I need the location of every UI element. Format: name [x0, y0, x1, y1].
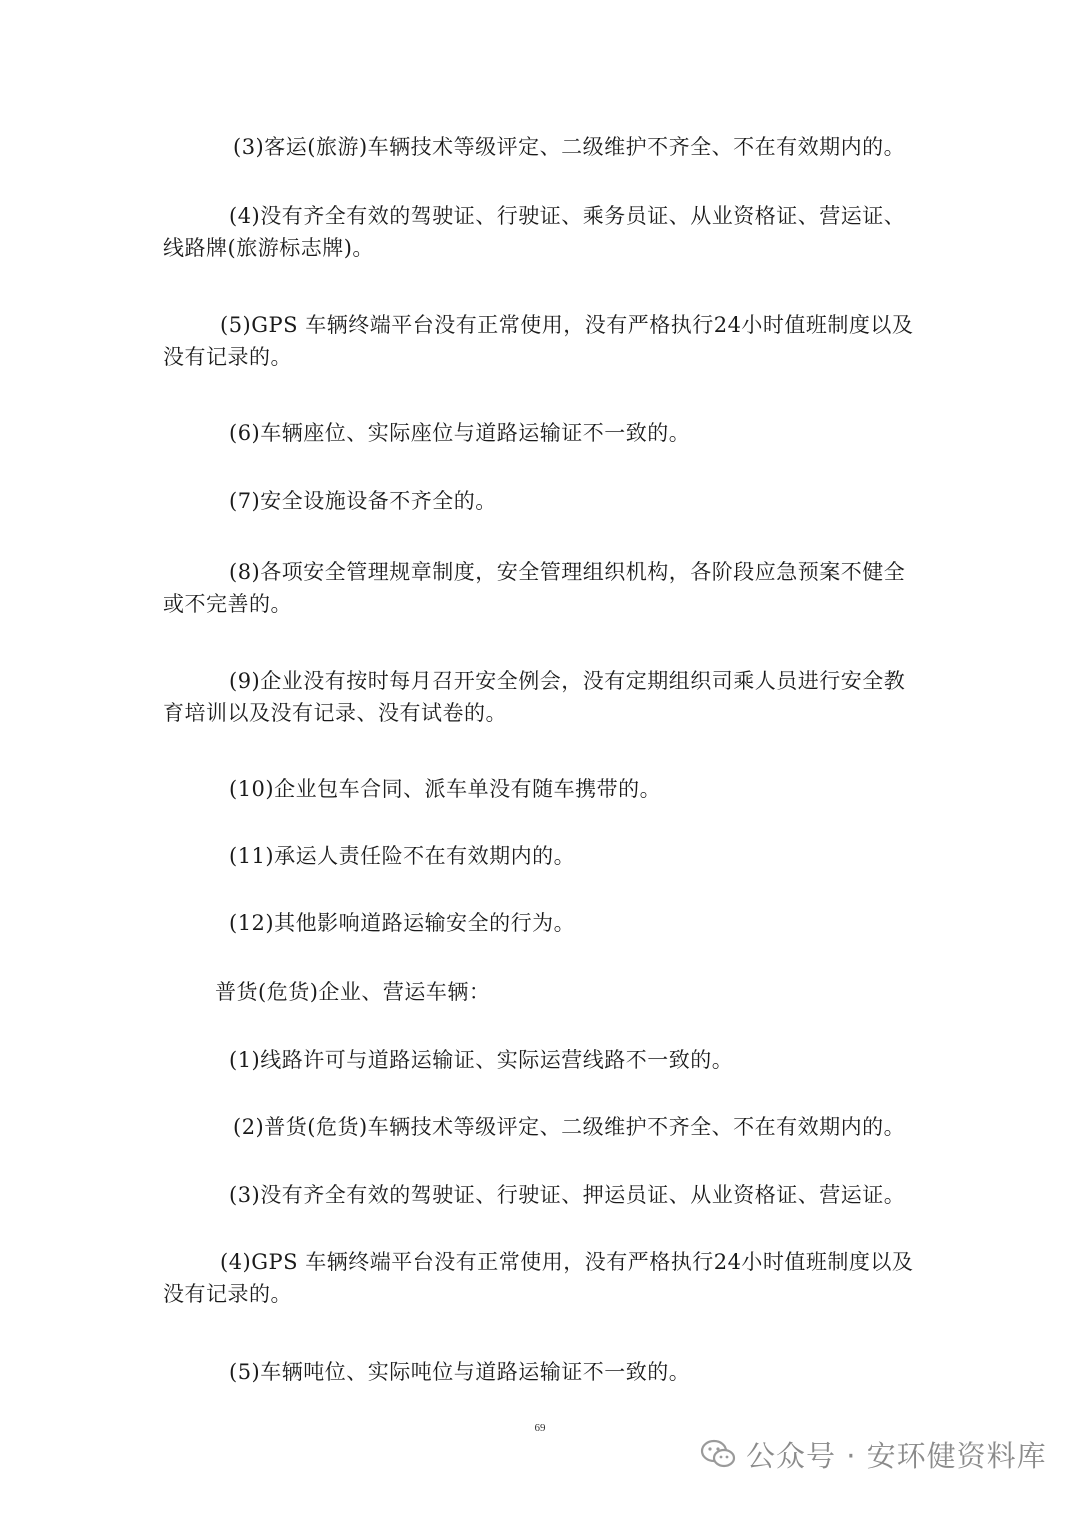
paragraph-8a — [163, 556, 923, 620]
paragraph-4b — [163, 1246, 923, 1310]
paragraph-2b: (2)普货(危货)车辆技术等级评定、二级维护不齐全、不在有效期内的。 — [233, 1115, 906, 1139]
paragraph-4a-line1: (4)没有齐全有效的驾驶证、行驶证、乘务员证、从业资格证、营运证、 — [229, 204, 906, 228]
paragraph-1b: (1)线路许可与道路运输证、实际运营线路不一致的。 — [229, 1048, 734, 1072]
paragraph-4b-line1: (4)GPS 车辆终端平台没有正常使用，没有严格执行24小时值班制度以及 — [220, 1250, 914, 1274]
paragraph-8a-line1: (8)各项安全管理规章制度，安全管理组织机构，各阶段应急预案不健全 — [229, 560, 906, 584]
paragraph-5b: (5)车辆吨位、实际吨位与道路运输证不一致的。 — [229, 1360, 691, 1384]
paragraph-5a — [163, 309, 923, 373]
paragraph-9a — [163, 665, 923, 729]
paragraph-3a: (3)客运(旅游)车辆技术等级评定、二级维护不齐全、不在有效期内的。 — [233, 135, 906, 159]
watermark — [700, 1428, 1047, 1480]
paragraph-4a — [163, 200, 923, 264]
paragraph-3b: (3)没有齐全有效的驾驶证、行驶证、押运员证、从业资格证、营运证。 — [229, 1183, 906, 1207]
paragraph-5a-line2: 没有记录的。 — [163, 345, 292, 369]
paragraph-7a: (7)安全设施设备不齐全的。 — [229, 489, 497, 513]
paragraph-12a: (12)其他影响道路运输安全的行为。 — [229, 911, 576, 935]
paragraph-8a-line2: 或不完善的。 — [163, 592, 292, 616]
paragraph-5a-line1: (5)GPS 车辆终端平台没有正常使用，没有严格执行24小时值班制度以及 — [220, 313, 914, 337]
paragraph-9a-line1: (9)企业没有按时每月召开安全例会，没有定期组织司乘人员进行安全教 — [229, 669, 906, 693]
wechat-icon — [700, 1439, 736, 1469]
paragraph-4a-line2: 线路牌(旅游标志牌)。 — [163, 236, 374, 260]
paragraph-9a-line2: 育培训以及没有记录、没有试卷的。 — [163, 701, 507, 725]
paragraph-10a: (10)企业包车合同、派车单没有随车携带的。 — [229, 777, 662, 801]
paragraph-6a: (6)车辆座位、实际座位与道路运输证不一致的。 — [229, 421, 691, 445]
paragraph-4b-line2: 没有记录的。 — [163, 1282, 292, 1306]
paragraph-11a: (11)承运人责任险不在有效期内的。 — [229, 844, 576, 868]
section-heading: 普货(危货)企业、营运车辆： — [215, 980, 491, 1004]
page-number: 69 — [534, 1422, 546, 1434]
watermark-text: 公众号 · 安环健资料库 — [746, 1438, 1047, 1473]
